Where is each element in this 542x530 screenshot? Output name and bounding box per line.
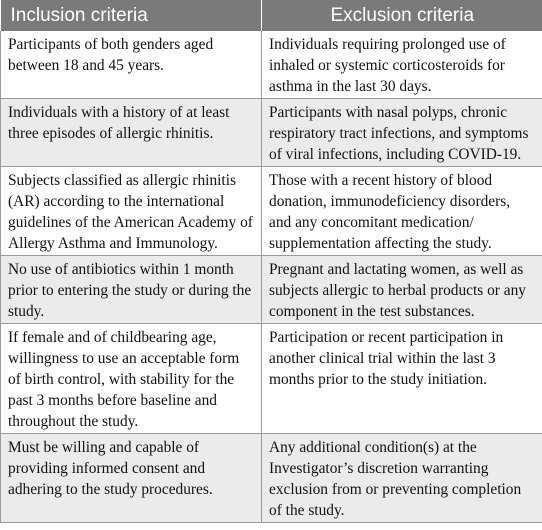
header-exclusion-criteria: Exclusion criteria: [262, 0, 542, 31]
table-row: [1, 324, 542, 434]
inclusion-cell: Participants of both genders aged between 18 and 45 years.: [1, 31, 262, 99]
exclusion-cell: Participants with nasal polyps, chronic respiratory tract infections, and symptoms of viral infections, including COVID-19.: [262, 99, 542, 167]
table-row: [1, 256, 542, 324]
table-row: [1, 167, 542, 256]
header-inclusion-criteria: Inclusion criteria: [1, 0, 262, 31]
table-header-row: [1, 0, 542, 31]
exclusion-cell: Individuals requiring prolonged use of inhaled or systemic corticosteroids for asthma in the last 30 days.: [262, 31, 542, 99]
inclusion-cell: No use of antibiotics within 1 month prior to entering the study or during the study.: [1, 256, 262, 324]
inclusion-cell: Subjects classified as allergic rhinitis (AR) according to the international guidelines of the American Academy of Allergy Asthma and Immunology.: [1, 167, 262, 256]
inclusion-cell: If female and of childbearing age, willingness to use an acceptable form of birth control, with stability for the past 3 months before baseline and throughout the study.: [1, 324, 262, 434]
inclusion-cell: Must be willing and capable of providing informed consent and adhering to the study procedures.: [1, 434, 262, 523]
table-row: [1, 31, 542, 99]
exclusion-cell: Any additional condition(s) at the Investigator’s discretion warranting exclusion from or preventing completion of the study.: [262, 434, 542, 523]
table-row: [1, 99, 542, 167]
exclusion-cell: Those with a recent history of blood donation, immunodeficiency disorders, and any concomitant medication/ supplementation affecting the study.: [262, 167, 542, 256]
table-row: [1, 434, 542, 523]
exclusion-cell: Participation or recent participation in another clinical trial within the last 3 months prior to the study initiation.: [262, 324, 542, 434]
inclusion-cell: Individuals with a history of at least three episodes of allergic rhinitis.: [1, 99, 262, 167]
exclusion-cell: Pregnant and lactating women, as well as subjects allergic to herbal products or any component in the test substances.: [262, 256, 542, 324]
